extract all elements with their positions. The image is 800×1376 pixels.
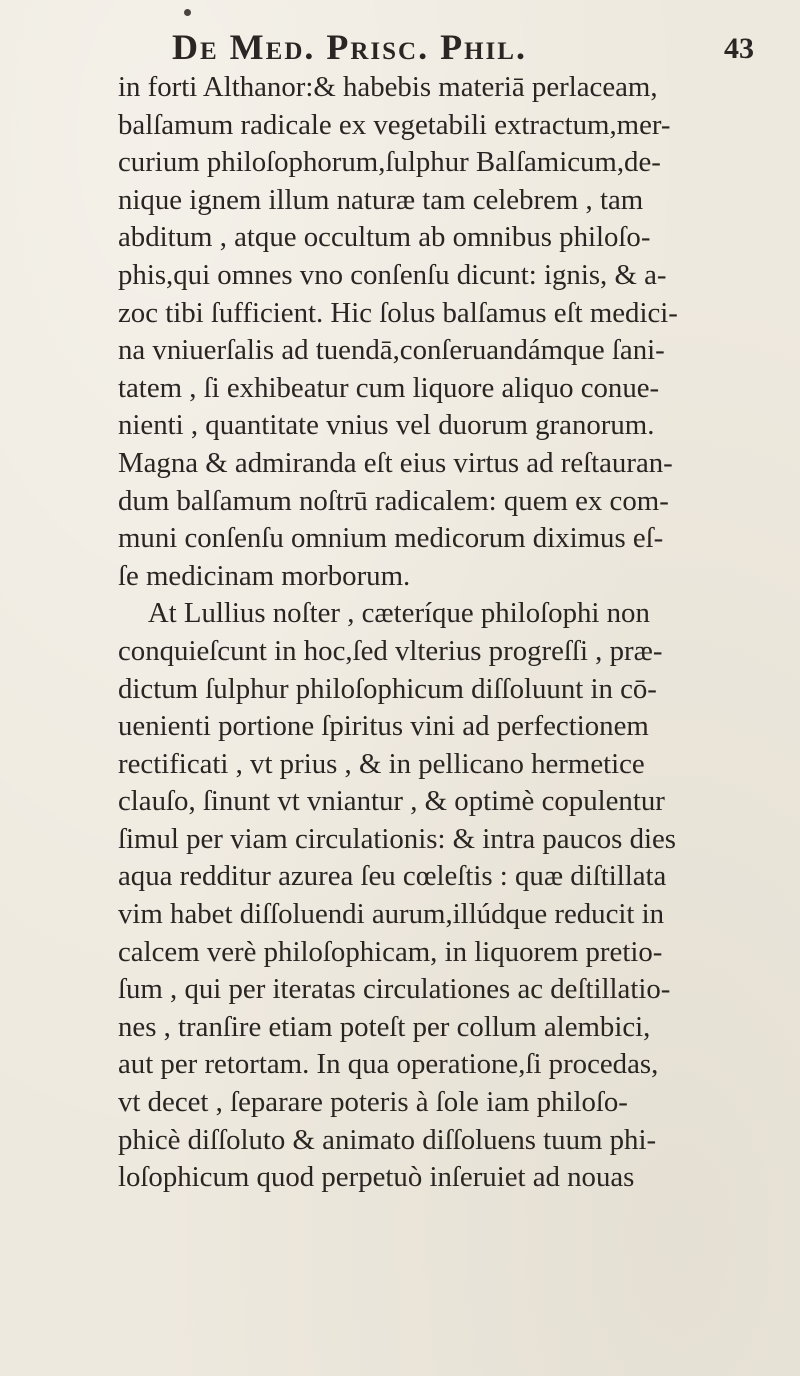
page-header bbox=[0, 18, 800, 68]
text-line: phis,qui omnes vno conſenſu dicunt: ignis, & a- bbox=[118, 258, 667, 291]
text-line: aqua redditur azurea ſeu cœleſtis : quæ diſtillata bbox=[118, 860, 667, 893]
text-line: vim habet diſſoluendi aurum,illúdque reducit in bbox=[118, 898, 665, 931]
ink-dot bbox=[184, 9, 191, 16]
text-line: loſophicum quod perpetuò inſeruiet ad nouas bbox=[118, 1161, 635, 1194]
text-line: At Lullius noſter , cæteríque philoſophi non bbox=[147, 597, 650, 630]
text-line: dum balſamum noſtrū radicalem: quem ex com- bbox=[118, 484, 669, 517]
running-title: De Med. Prisc. Phil. bbox=[172, 27, 527, 67]
text-line: clauſo, ſinunt vt vniantur , & optimè copulentur bbox=[118, 785, 665, 818]
text-line: conquieſcunt in hoc,ſed vlterius progreſſi , præ- bbox=[118, 634, 663, 667]
text-line: ſum , qui per iteratas circulationes ac deſtillatio- bbox=[118, 973, 671, 1006]
text-line: abditum , atque occultum ab omnibus philoſo- bbox=[118, 221, 651, 254]
text-line: aut per retortam. In qua operatione,ſi procedas, bbox=[118, 1048, 659, 1081]
body-text bbox=[118, 69, 798, 1197]
text-line: in forti Althanor:& habebis materiā perlaceam, bbox=[118, 71, 658, 103]
text-line: uenienti portione ſpiritus vini ad perfectionem bbox=[118, 710, 649, 743]
text-line: nes , tranſire etiam poteſt per collum alembici, bbox=[118, 1010, 651, 1043]
text-line: ſe medicinam morborum. bbox=[118, 559, 411, 592]
text-line: nique ignem illum naturæ tam celebrem , tam bbox=[118, 183, 644, 216]
text-line: vt decet , ſeparare poteris à ſole iam philoſo- bbox=[118, 1086, 628, 1119]
text-line: ſimul per viam circulationis: & intra paucos dies bbox=[118, 822, 677, 855]
text-line: tatem , ſi exhibeatur cum liquore aliquo conue- bbox=[118, 371, 660, 404]
text-line: nienti , quantitate vnius vel duorum granorum. bbox=[118, 409, 655, 442]
text-line: muni conſenſu omnium medicorum diximus eſ- bbox=[118, 522, 664, 555]
text-line: rectificati , vt prius , & in pellicano hermetice bbox=[118, 747, 645, 780]
text-line: calcem verè philoſophicam, in liquorem pretio- bbox=[118, 935, 663, 968]
page-number: 43 bbox=[724, 32, 754, 65]
text-line: Magna & admiranda eſt eius virtus ad reſtauran- bbox=[118, 446, 673, 479]
text-line: dictum ſulphur philoſophicum diſſoluunt in cō- bbox=[118, 672, 657, 705]
text-line: na vniuerſalis ad tuendā,conſeruandámque ſani- bbox=[118, 334, 665, 367]
text-line: zoc tibi ſufficient. Hic ſolus balſamus eſt medici- bbox=[118, 296, 678, 329]
text-line: curium philoſophorum,ſulphur Balſamicum,de- bbox=[118, 146, 661, 179]
text-line: phicè diſſoluto & animato diſſoluens tuum phi- bbox=[118, 1123, 657, 1156]
text-line: balſamum radicale ex vegetabili extractum,mer- bbox=[118, 108, 671, 141]
